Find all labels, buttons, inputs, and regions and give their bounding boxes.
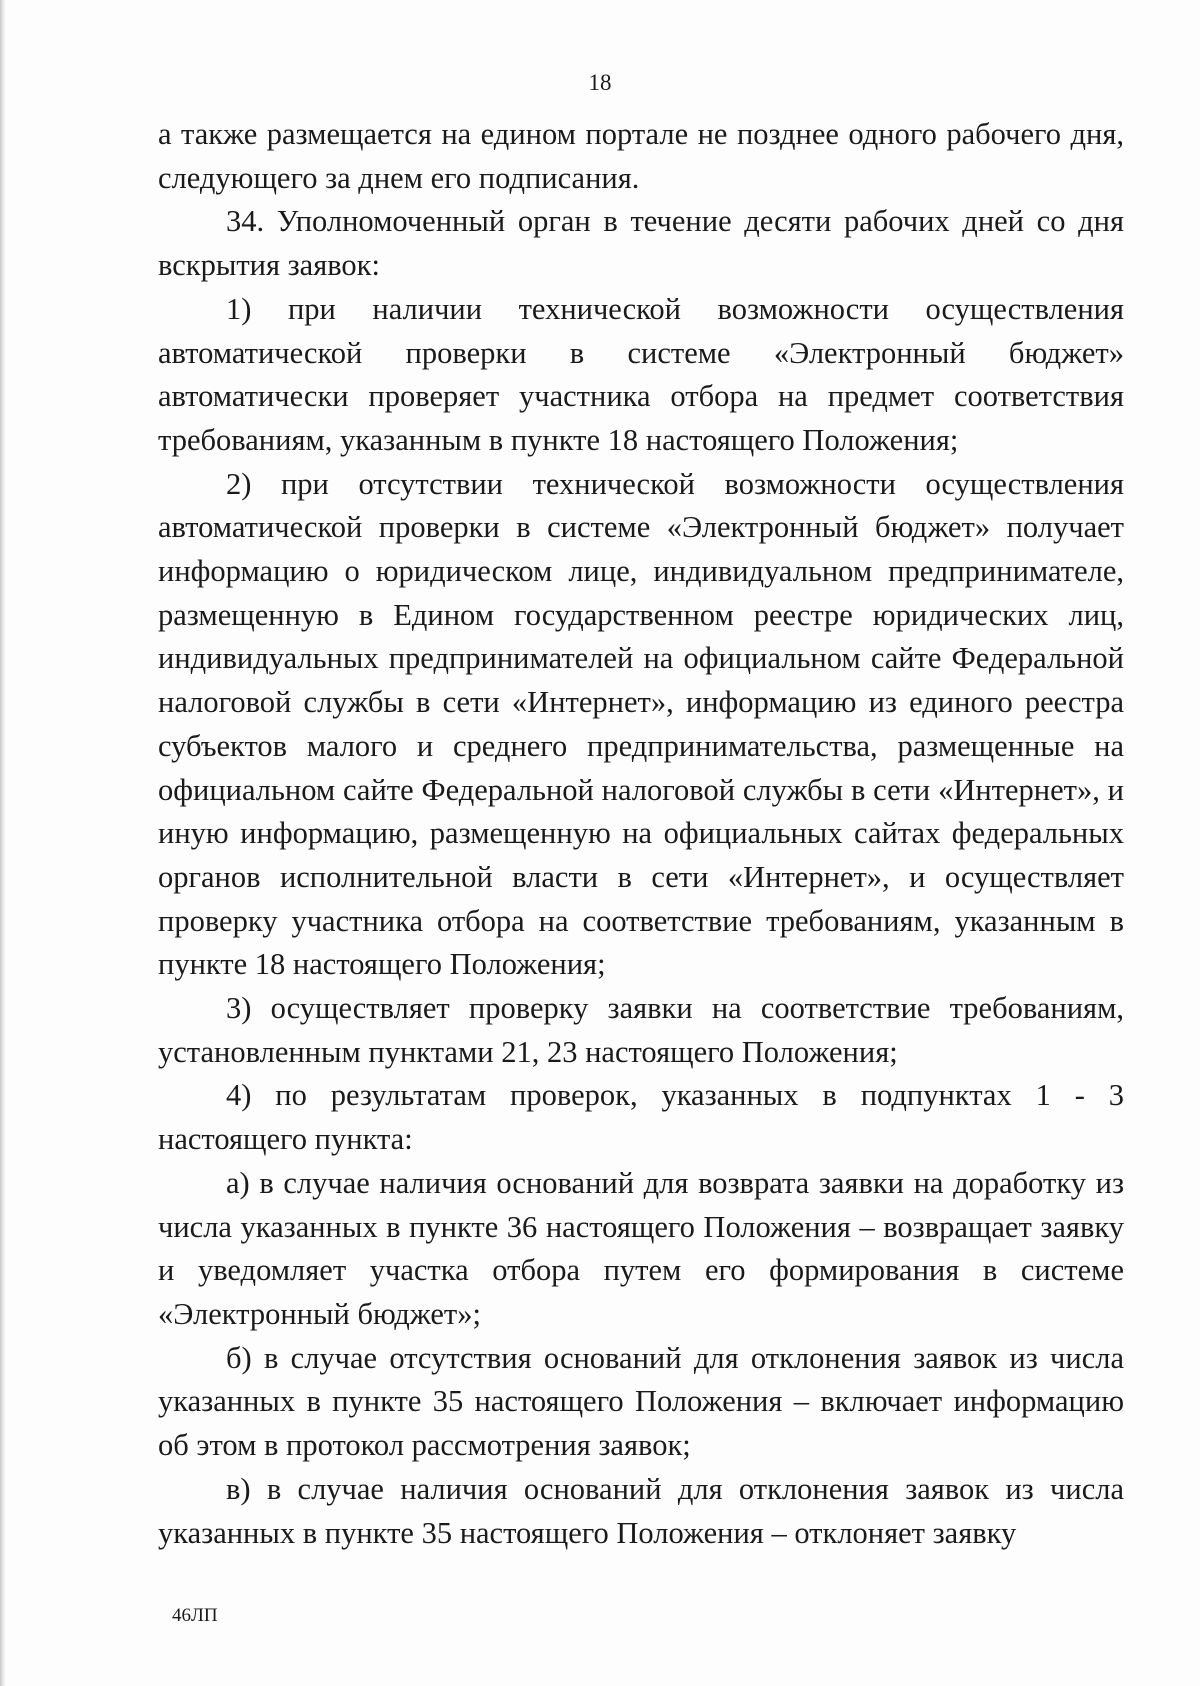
- paragraph-subitem-a: а) в случае наличия оснований для возврата заявки на доработку из числа указанных в пункте 36 настоящего Положения – возвращает заявку и уведомляет участка отбора путем его формирования в системе «Электронный бюджет»;: [158, 1165, 1124, 1331]
- paragraph-subitem-3: 3) осуществляет проверку заявки на соответствие требованиям, установленным пунктами 21, 23 настоящего Положения;: [158, 991, 1124, 1069]
- document-body: [158, 113, 1124, 1555]
- footer-document-code: 46ЛП: [172, 1605, 218, 1626]
- paragraph-subitem-4: 4) по результатам проверок, указанных в подпунктах 1 - 3 настоящего пункта:: [158, 1078, 1124, 1157]
- paragraph-subitem-v: в) в случае наличия оснований для отклонения заявок из числа указанных в пункте 35 настоящего Положения – отклоняет заявку: [158, 1471, 1124, 1550]
- paragraph-continuation: а также размещается на едином портале не позднее одного рабочего дня, следующего за днем его подписания.: [158, 117, 1124, 195]
- paragraph-subitem-1: 1) при наличии технической возможности осуществления автоматической проверки в системе «Электронный бюджет» автоматически проверяет участника отбора на предмет соответствия требованиям, указанным в пункте 18 настоящего Положения;: [158, 291, 1124, 457]
- page-number: 18: [588, 70, 612, 95]
- paragraph-item-34: 34. Уполномоченный орган в течение десяти рабочих дней со дня вскрытия заявок:: [158, 204, 1124, 283]
- paragraph-subitem-2: 2) при отсутствии технической возможности осуществления автоматической проверки в системе «Электронный бюджет» получает информацию о юридическом лице, индивидуальном предпринимателе, размещенную в Едином государственном реестре юридических лиц, индивидуальных предпринимателей на официальном сайте Федеральной налоговой службы в сети «Интернет», информацию из единого реестра субъектов малого и среднего предпринимательства, размещенные на официальном сайте Федеральной налоговой службы в сети «Интернет», и иную информацию, размещенную на официальных сайтах федеральных органов исполнительной власти в сети «Интернет», и осуществляет проверку участника отбора на соответствие требованиям, указанным в пункте 18 настоящего Положения;: [158, 466, 1124, 982]
- scan-edge-shadow: [0, 0, 6, 1686]
- paragraph-subitem-b: б) в случае отсутствия оснований для отклонения заявок из числа указанных в пункте 35 настоящего Положения – включает информацию об этом в протокол рассмотрения заявок;: [158, 1340, 1124, 1463]
